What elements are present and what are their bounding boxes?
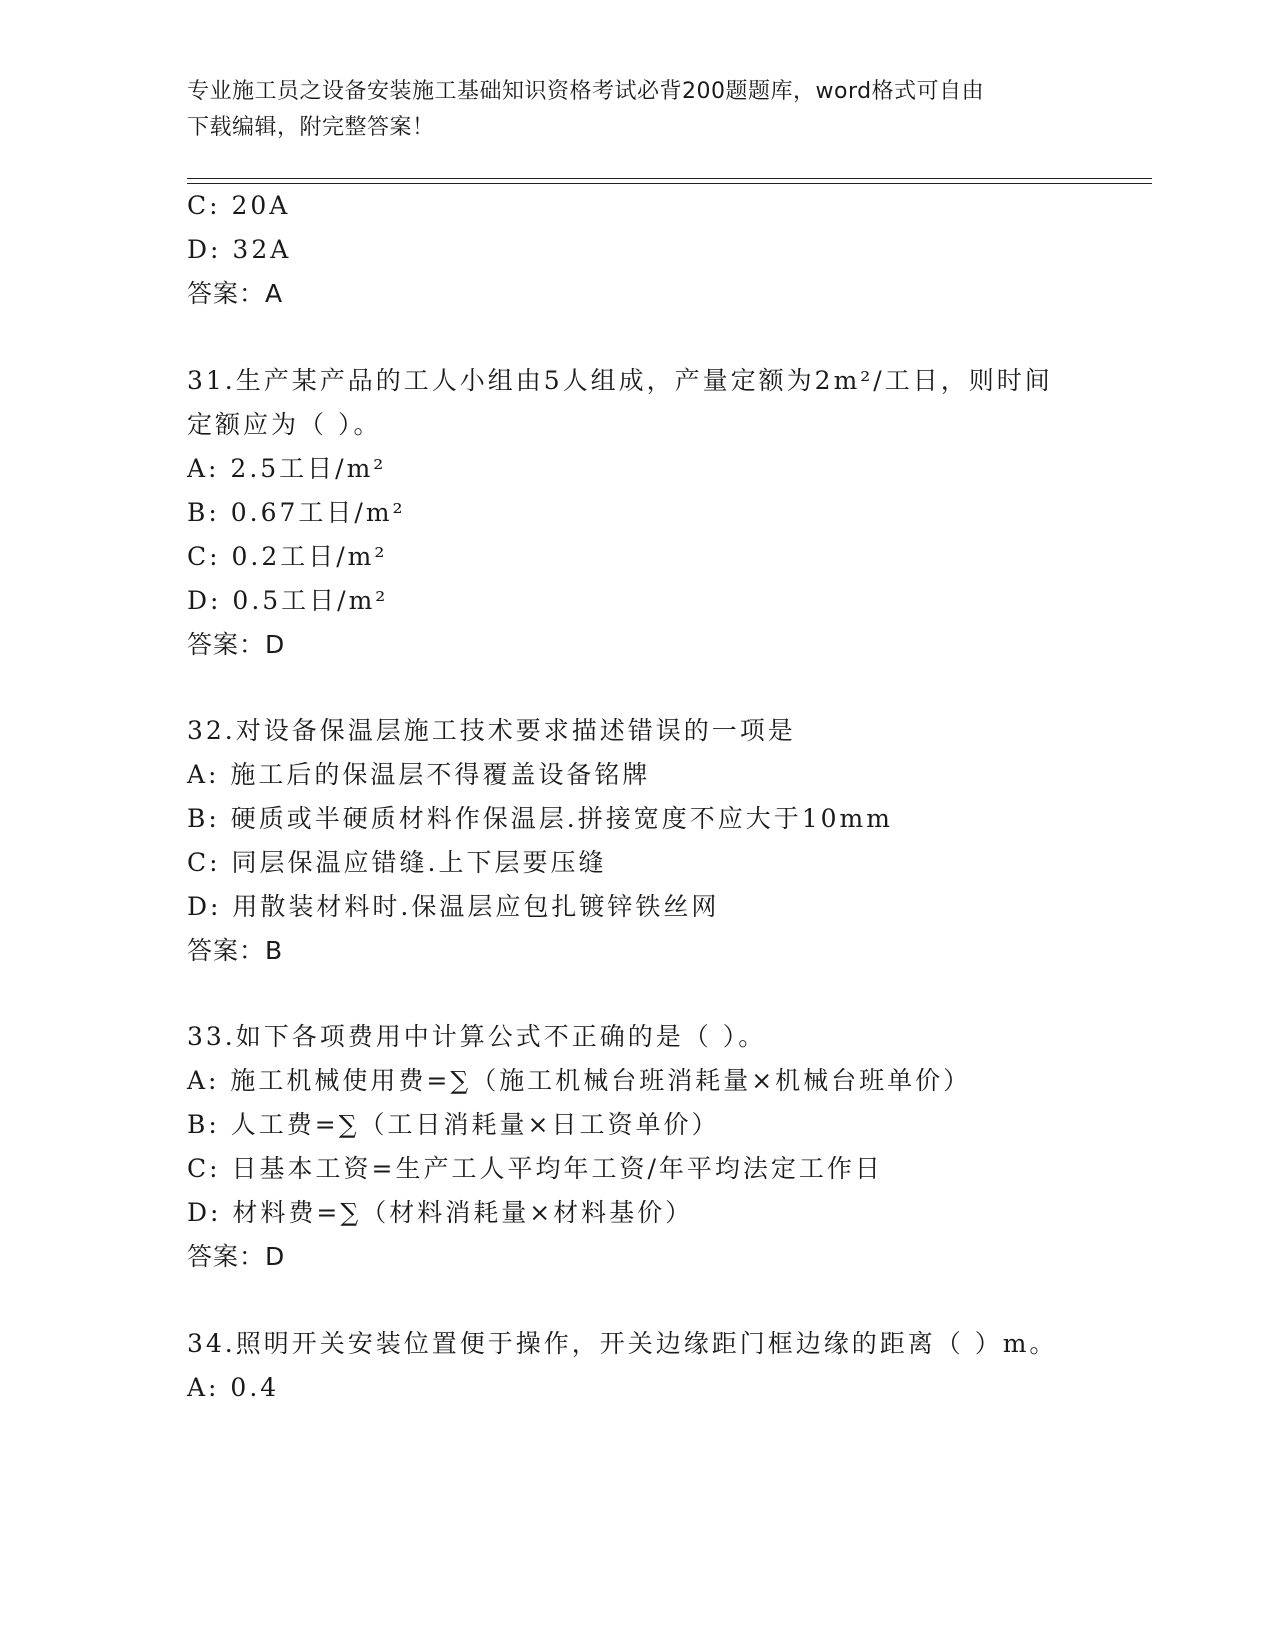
option-a: A: 施工机械使用费=∑（施工机械台班消耗量×机械台班单价）	[187, 1066, 972, 1095]
option-d: D: 0.5工日/m²	[187, 586, 389, 615]
option-d: D: 材料费=∑（材料消耗量×材料基价）	[187, 1198, 694, 1227]
header-divider-bottom	[187, 183, 1152, 184]
answer-line: 答案：D	[187, 1242, 286, 1271]
question-stem: 34.照明开关安装位置便于操作，开关边缘距门框边缘的距离（ ）m。	[187, 1329, 1058, 1358]
option-b: B: 人工费=∑（工日消耗量×日工资单价）	[187, 1110, 720, 1139]
document-header	[187, 74, 1067, 146]
option-a: A: 施工后的保温层不得覆盖设备铭牌	[187, 760, 651, 789]
option-c: C: 同层保温应错缝.上下层要压缝	[187, 848, 607, 877]
option-b: B: 硬质或半硬质材料作保温层.拼接宽度不应大于10mm	[187, 804, 893, 833]
option-b: B: 0.67工日/m²	[187, 498, 406, 527]
option-d: D: 32A	[187, 235, 292, 264]
option-d: D: 用散装材料时.保温层应包扎镀锌铁丝网	[187, 892, 720, 921]
answer-line: 答案：A	[187, 279, 284, 308]
option-a: A: 0.4	[187, 1373, 280, 1402]
header-divider-top	[187, 178, 1152, 179]
header-line-2: 下载编辑，附完整答案！	[187, 115, 435, 140]
question-stem: 33.如下各项费用中计算公式不正确的是（ ）。	[187, 1022, 767, 1051]
header-line-1: 专业施工员之设备安装施工基础知识资格考试必背200题题库，word格式可自由	[187, 79, 985, 104]
option-c: C: 20A	[187, 191, 291, 220]
option-c: C: 日基本工资=生产工人平均年工资/年平均法定工作日	[187, 1154, 883, 1183]
option-c: C: 0.2工日/m²	[187, 542, 388, 571]
answer-line: 答案：B	[187, 936, 284, 965]
question-stem: 31.生产某产品的工人小组由5人组成，产量定额为2m²/工日，则时间	[187, 366, 1053, 395]
question-stem: 32.对设备保温层施工技术要求描述错误的一项是	[187, 716, 796, 745]
question-stem-continued: 定额应为（ ）。	[187, 410, 382, 439]
option-a: A: 2.5工日/m²	[187, 454, 387, 483]
answer-line: 答案：D	[187, 630, 286, 659]
